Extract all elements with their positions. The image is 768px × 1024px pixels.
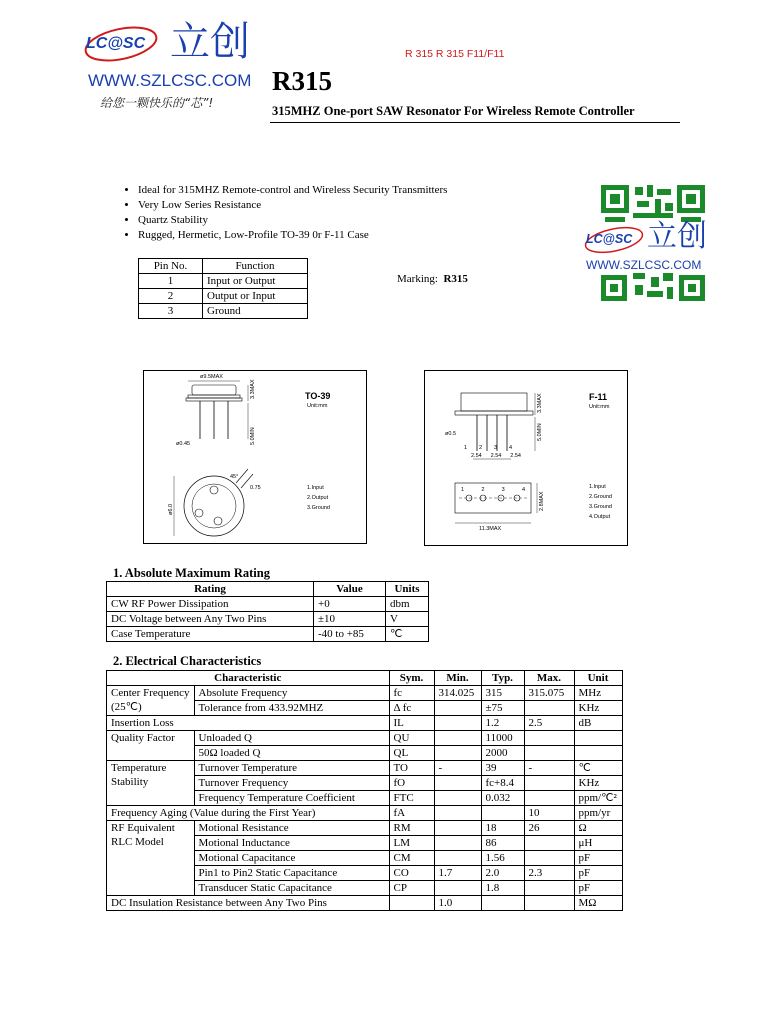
min-cell [434, 716, 481, 731]
characteristic-cell: 50Ω loaded Q [194, 746, 389, 761]
to39-dim-circle: ø6.0 [168, 503, 174, 515]
f11-unit: Unit:mm [589, 404, 610, 410]
to39-dim-len: 0.75 [250, 485, 261, 491]
table-row [107, 627, 429, 642]
unit-cell: KHz [574, 776, 622, 791]
f11-dim-width: 11.3MAX [479, 526, 502, 532]
table-header: Unit [574, 671, 622, 686]
max-cell: 315.075 [524, 686, 574, 701]
typ-cell: 315 [481, 686, 524, 701]
max-cell [524, 836, 574, 851]
max-cell: - [524, 761, 574, 776]
feature-list [110, 183, 447, 243]
symbol-cell: LM [389, 836, 434, 851]
unit-cell: MHz [574, 686, 622, 701]
table-header: Sym. [389, 671, 434, 686]
pitch-label: 2.54 [471, 453, 482, 459]
typ-cell: 18 [481, 821, 524, 836]
table-header: Min. [434, 671, 481, 686]
table-cell: dbm [386, 597, 429, 612]
group-label: RF Equivalent [111, 822, 175, 834]
symbol-cell: CO [389, 866, 434, 881]
marking [397, 273, 468, 285]
pin-number: 1 [463, 445, 468, 451]
max-cell [524, 776, 574, 791]
pin-number: 4 [508, 445, 513, 451]
table-cell: V [386, 612, 429, 627]
table-cell: CW RF Power Dissipation [107, 597, 314, 612]
typ-cell: 1.2 [481, 716, 524, 731]
list-item: • Very Low Series Resistance [138, 198, 447, 213]
characteristic-cell: Motional Resistance [194, 821, 389, 836]
characteristic-cell: Frequency Temperature Coefficient [194, 791, 389, 806]
min-cell [434, 806, 481, 821]
list-item: 3.Ground [589, 504, 612, 510]
min-cell [434, 731, 481, 746]
pin-table [138, 258, 308, 319]
marking-label: Marking: [397, 273, 438, 285]
table-row [107, 731, 623, 746]
to39-dim-lead: 5.0MIN [250, 427, 256, 445]
table-header: Value [314, 582, 386, 597]
symbol-cell: TO [389, 761, 434, 776]
table-cell: -40 to +85 [314, 627, 386, 642]
min-cell [434, 746, 481, 761]
symbol-cell: Δ fc [389, 701, 434, 716]
group-label: Temperature [111, 762, 167, 774]
pin-function: Ground [203, 304, 308, 319]
unit-cell: μH [574, 836, 622, 851]
typ-cell: 1.56 [481, 851, 524, 866]
min-cell [434, 821, 481, 836]
list-item: • Rugged, Hermetic, Low-Profile TO-39 0r F-11 Case [138, 228, 447, 243]
characteristic-cell: Tolerance from 433.92MHZ [194, 701, 389, 716]
min-cell [434, 836, 481, 851]
symbol-cell: CP [389, 881, 434, 896]
pin-table-header: Function [203, 259, 308, 274]
symbol-cell [389, 896, 434, 911]
section1-title: 1. Absolute Maximum Rating [113, 566, 270, 580]
page-subtitle: 315MHZ One-port SAW Resonator For Wireless Remote Controller [272, 104, 635, 118]
f11-pin-num-row [458, 445, 518, 451]
unit-cell: pF [574, 881, 622, 896]
pin-function: Input or Output [203, 274, 308, 289]
table-header: Units [386, 582, 429, 597]
table-row [107, 821, 623, 836]
typ-cell: fc+8.4 [481, 776, 524, 791]
unit-cell: ppm/℃² [574, 791, 622, 806]
table-row [107, 612, 429, 627]
unit-cell: MΩ [574, 896, 622, 911]
symbol-cell: IL [389, 716, 434, 731]
unit-cell: ℃ [574, 761, 622, 776]
list-item: 4.Output [589, 514, 611, 520]
f11-pin-list [589, 482, 612, 522]
typ-cell: 1.8 [481, 881, 524, 896]
characteristic-cell: Turnover Temperature [194, 761, 389, 776]
side-logo-block [583, 185, 723, 307]
header [80, 18, 690, 128]
side-logo-cn-text: 立创 [647, 219, 707, 254]
unit-cell: dB [574, 716, 622, 731]
max-cell: 10 [524, 806, 574, 821]
characteristic-cell: Motional Inductance [194, 836, 389, 851]
unit-cell: KHz [574, 701, 622, 716]
pin-number: 2 [481, 487, 485, 493]
table-cell: Case Temperature [107, 627, 314, 642]
list-item: 1.Input [589, 484, 606, 490]
table-cell: ±10 [314, 612, 386, 627]
section2-title: 2. Electrical Characteristics [113, 654, 262, 668]
max-cell [524, 881, 574, 896]
characteristic-cell: Turnover Frequency [194, 776, 389, 791]
pin-number: 3 [501, 487, 505, 493]
to39-dim-angle: 45° [230, 474, 239, 480]
table-cell: DC Voltage between Any Two Pins [107, 612, 314, 627]
list-item: 1.Input [307, 485, 324, 491]
table-header: Characteristic [107, 671, 390, 686]
side-website-link[interactable]: WWW.SZLCSC.COM [586, 258, 702, 272]
f11-drawing [424, 370, 628, 546]
symbol-cell: fA [389, 806, 434, 821]
characteristic-cell: Pin1 to Pin2 Static Capacitance [194, 866, 389, 881]
pin-number: 3 [139, 304, 203, 319]
max-cell [524, 731, 574, 746]
to39-dim-height: 3.3MAX [250, 379, 256, 399]
symbol-cell: fc [389, 686, 434, 701]
abs-max-table [106, 581, 429, 642]
min-cell: 1.0 [434, 896, 481, 911]
table-row [107, 761, 623, 776]
typ-cell: 0.032 [481, 791, 524, 806]
to39-unit: Unit:mm [307, 403, 328, 409]
group-label: (25℃) [111, 701, 142, 713]
min-cell: 314.025 [434, 686, 481, 701]
part-number: R315 [272, 66, 332, 96]
website-link[interactable]: WWW.SZLCSC.COM [88, 71, 252, 90]
slogan: 给您一颗快乐的“芯”! [100, 96, 214, 110]
unit-cell [574, 731, 622, 746]
table-header: Typ. [481, 671, 524, 686]
max-cell: 2.5 [524, 716, 574, 731]
f11-bottom-pin-nums [461, 487, 525, 493]
group-cell [107, 821, 195, 896]
typ-cell: 2.0 [481, 866, 524, 881]
list-item: 2.Output [307, 495, 329, 501]
typ-cell: 86 [481, 836, 524, 851]
f11-dim-depth: 2.8MAX [539, 491, 545, 511]
table-row [139, 304, 308, 319]
qr-code-top-icon [601, 185, 705, 223]
pin-number: 1 [139, 274, 203, 289]
table-row [107, 686, 623, 701]
max-cell: 26 [524, 821, 574, 836]
part-refs: R 315 R 315 F11/F11 [405, 48, 505, 60]
side-logo-lc-text: LC@SC [586, 232, 633, 246]
list-item: 2.Ground [589, 494, 612, 500]
f11-dim-lead: 5.0MIN [537, 423, 543, 441]
pin-number: 1 [461, 487, 465, 493]
min-cell: 1.7 [434, 866, 481, 881]
list-item: 3.Ground [307, 505, 330, 511]
symbol-cell: QU [389, 731, 434, 746]
typ-cell: 39 [481, 761, 524, 776]
group-label: RLC Model [111, 836, 164, 848]
marking-value: R315 [443, 273, 468, 285]
group-cell [107, 761, 195, 806]
unit-cell: ppm/yr [574, 806, 622, 821]
to39-dim-pin: ø0.45 [176, 441, 191, 447]
unit-cell [574, 746, 622, 761]
characteristic-cell: Frequency Aging (Value during the First Year) [107, 806, 390, 821]
table-cell: ℃ [386, 627, 429, 642]
symbol-cell: QL [389, 746, 434, 761]
min-cell [434, 881, 481, 896]
pin-number: 4 [521, 487, 525, 493]
typ-cell: 11000 [481, 731, 524, 746]
min-cell [434, 701, 481, 716]
f11-pitch-row [471, 453, 521, 459]
list-item: • Quartz Stability [138, 213, 447, 228]
typ-cell [481, 806, 524, 821]
electrical-table [106, 670, 623, 911]
to39-pin-list [307, 483, 330, 513]
characteristic-cell: Unloaded Q [194, 731, 389, 746]
table-cell: +0 [314, 597, 386, 612]
side-lcsc-logo [583, 225, 645, 255]
pin-table-header: Pin No. [139, 259, 203, 274]
characteristic-cell: Transducer Static Capacitance [194, 881, 389, 896]
typ-cell: ±75 [481, 701, 524, 716]
pin-number: 2 [139, 289, 203, 304]
max-cell: 2.3 [524, 866, 574, 881]
group-cell [107, 731, 195, 761]
min-cell [434, 776, 481, 791]
table-header: Max. [524, 671, 574, 686]
table-row [139, 289, 308, 304]
pitch-label: 2.54 [510, 453, 521, 459]
unit-cell: Ω [574, 821, 622, 836]
logo-lc-text: LC@SC [86, 35, 146, 52]
table-row [107, 896, 623, 911]
to39-title: TO-39 [305, 391, 331, 401]
symbol-cell: fO [389, 776, 434, 791]
pin-number: 3 [493, 445, 498, 451]
group-label: Quality Factor [111, 732, 175, 744]
characteristic-cell: Insertion Loss [107, 716, 390, 731]
logo-cn-text: 立创 [170, 19, 250, 65]
pin-function: Output or Input [203, 289, 308, 304]
max-cell [524, 701, 574, 716]
f11-dim-pin: ø0.5 [445, 431, 457, 437]
lcsc-logo [82, 24, 160, 64]
max-cell [524, 896, 574, 911]
typ-cell: 2000 [481, 746, 524, 761]
symbol-cell: RM [389, 821, 434, 836]
table-row [107, 716, 623, 731]
characteristic-cell: Motional Capacitance [194, 851, 389, 866]
to39-dim-top: ø9.5MAX [200, 374, 223, 380]
pitch-label: 2.54 [490, 453, 502, 459]
characteristic-cell: DC Insulation Resistance between Any Two Pins [107, 896, 390, 911]
max-cell [524, 851, 574, 866]
pin-number: 2 [478, 445, 483, 451]
max-cell [524, 791, 574, 806]
unit-cell: pF [574, 851, 622, 866]
table-header: Rating [107, 582, 314, 597]
group-label: Center Frequency [111, 687, 190, 699]
group-cell [107, 686, 195, 716]
group-label: Stability [111, 776, 149, 788]
characteristic-cell: Absolute Frequency [194, 686, 389, 701]
f11-title: F-11 [589, 392, 608, 402]
to39-drawing [143, 370, 367, 544]
table-row [107, 597, 429, 612]
min-cell [434, 851, 481, 866]
unit-cell: pF [574, 866, 622, 881]
typ-cell [481, 896, 524, 911]
symbol-cell: FTC [389, 791, 434, 806]
table-row [139, 274, 308, 289]
min-cell [434, 791, 481, 806]
symbol-cell: CM [389, 851, 434, 866]
max-cell [524, 746, 574, 761]
min-cell: - [434, 761, 481, 776]
f11-dim-height: 3.3MAX [537, 393, 543, 413]
header-rule [270, 122, 680, 123]
table-row [107, 806, 623, 821]
qr-code-bottom-icon [601, 273, 705, 303]
list-item: • Ideal for 315MHZ Remote-control and Wireless Security Transmitters [138, 183, 447, 198]
